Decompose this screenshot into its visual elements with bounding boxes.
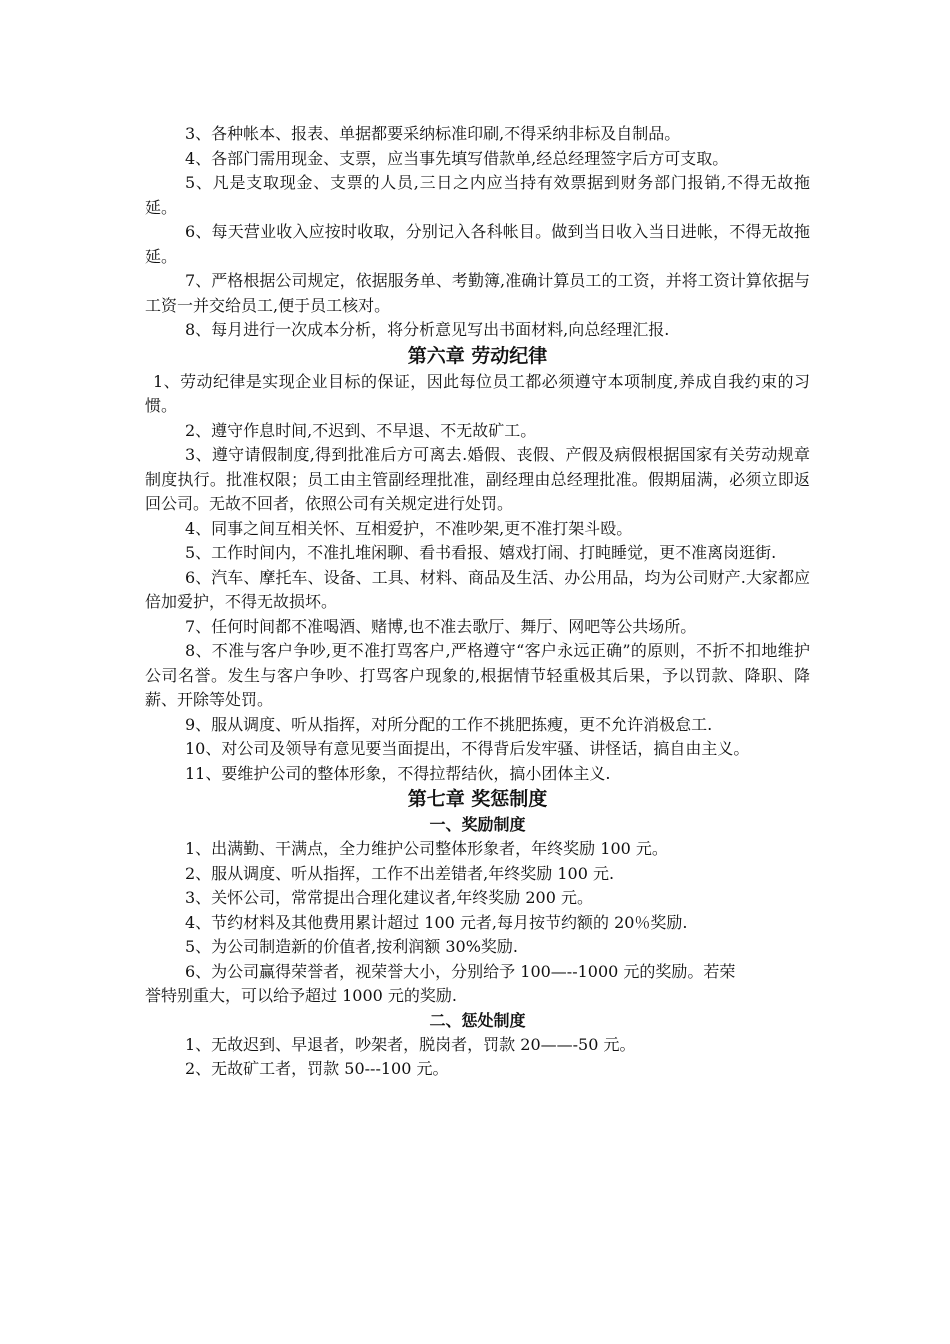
penalty-item-2: 2、无故矿工者，罚款 50---100 元。 [185,1059,449,1078]
reward-item-2: 2、服从调度、听从指挥，工作不出差错者,年终奖励 100 元. [185,863,615,883]
discipline-item-4: 4、同事之间互相关怀、互相爱护，不准吵架,更不准打架斗殴。 [185,518,633,538]
discipline-item-2: 2、遵守作息时间,不迟到、不早退、不无故矿工。 [185,420,537,440]
discipline-item-8: 8、不准与客户争吵,更不准打骂客户,严格遵守“客户永远正确”的原则，不折不扣地维护公司名誉。发生与客户争吵、打骂客户现象的,根据情节轻重极其后果，予以罚款、降职、降薪、开除等处罚。 [145,641,810,709]
penalty-item-1: 1、无故迟到、早退者，吵架者，脱岗者，罚款 20——-50 元。 [185,1034,636,1054]
discipline-item-10: 10、对公司及领导有意见要当面提出，不得背后发牢骚、讲怪话，搞自由主义。 [185,739,750,758]
discipline-item-11: 11、要维护公司的整体形象，不得拉帮结伙，搞小团体主义. [185,763,611,783]
discipline-item-5: 5、工作时间内，不准扎堆闲聊、看书看报、嬉戏打闹、打盹睡觉，更不准离岗逛街. [185,543,777,562]
chapter-7-title: 第七章 奖惩制度 [407,788,548,810]
rewards-section-title: 一、奖励制度 [429,815,526,834]
discipline-item-3: 3、遵守请假制度,得到批准后方可离去.婚假、丧假、产假及病假根据国家有关劳动规章制度执行。批准权限；员工由主管副经理批准，副经理由总经理批准。假期届满，必须立即返回公司。无故不回者，依照公司有关规定进行处罚。 [145,445,810,513]
reward-item-6: 6、为公司赢得荣誉者，视荣誉大小，分别给予 100—--1000 元的奖励。若荣 [185,961,736,981]
penalties-section-title: 二、惩处制度 [429,1010,526,1030]
discipline-item-1: 1、劳动纪律是实现企业目标的保证，因此每位员工都必须遵守本项制度,养成自我约束的习惯。 [145,371,810,415]
finance-item-7: 7、严格根据公司规定，依据服务单、考勤簿,准确计算员工的工资，并将工资计算依据与工资一并交给员工,便于员工核对。 [145,271,810,315]
reward-item-3: 3、关怀公司，常常提出合理化建议者,年终奖励 200 元。 [185,888,593,907]
finance-item-5: 5、凡是支取现金、支票的人员,三日之内应当持有效票据到财务部门报销,不得无故拖延。 [145,173,810,217]
discipline-item-7: 7、任何时间都不准喝酒、赌博,也不准去歌厅、舞厅、网吧等公共场所。 [185,616,697,636]
discipline-item-6: 6、汽车、摩托车、设备、工具、材料、商品及生活、办公用品，均为公司财产.大家都应倍加爱护，不得无故损坏。 [145,567,810,611]
finance-item-8: 8、每月进行一次成本分析，将分析意见写出书面材料,向总经理汇报. [185,320,670,339]
finance-item-6: 6、每天营业收入应按时收取，分别记入各科帐目。做到当日收入当日进帐，不得无故拖延。 [145,222,810,266]
reward-item-6-continuation: 誉特别重大，可以给予超过 1000 元的奖励. [145,986,457,1005]
chapter-6-title: 第六章 劳动纪律 [407,344,548,367]
finance-item-3: 3、各种帐本、报表、单据都要采纳标准印刷,不得采纳非标及自制品。 [185,124,681,143]
reward-item-4: 4、节约材料及其他费用累计超过 100 元者,每月按节约额的 20％奖励. [185,912,688,932]
reward-item-5: 5、为公司制造新的价值者,按利润额 30%奖励. [185,937,519,956]
discipline-item-9: 9、服从调度、听从指挥，对所分配的工作不挑肥拣瘦，更不允许消极怠工. [185,714,713,734]
document-page [145,122,810,1082]
finance-item-4: 4、各部门需用现金、支票，应当事先填写借款单,经总经理签字后方可支取。 [185,148,729,168]
reward-item-1: 1、出满勤、干满点，全力维护公司整体形象者，年终奖励 100 元。 [185,839,668,858]
